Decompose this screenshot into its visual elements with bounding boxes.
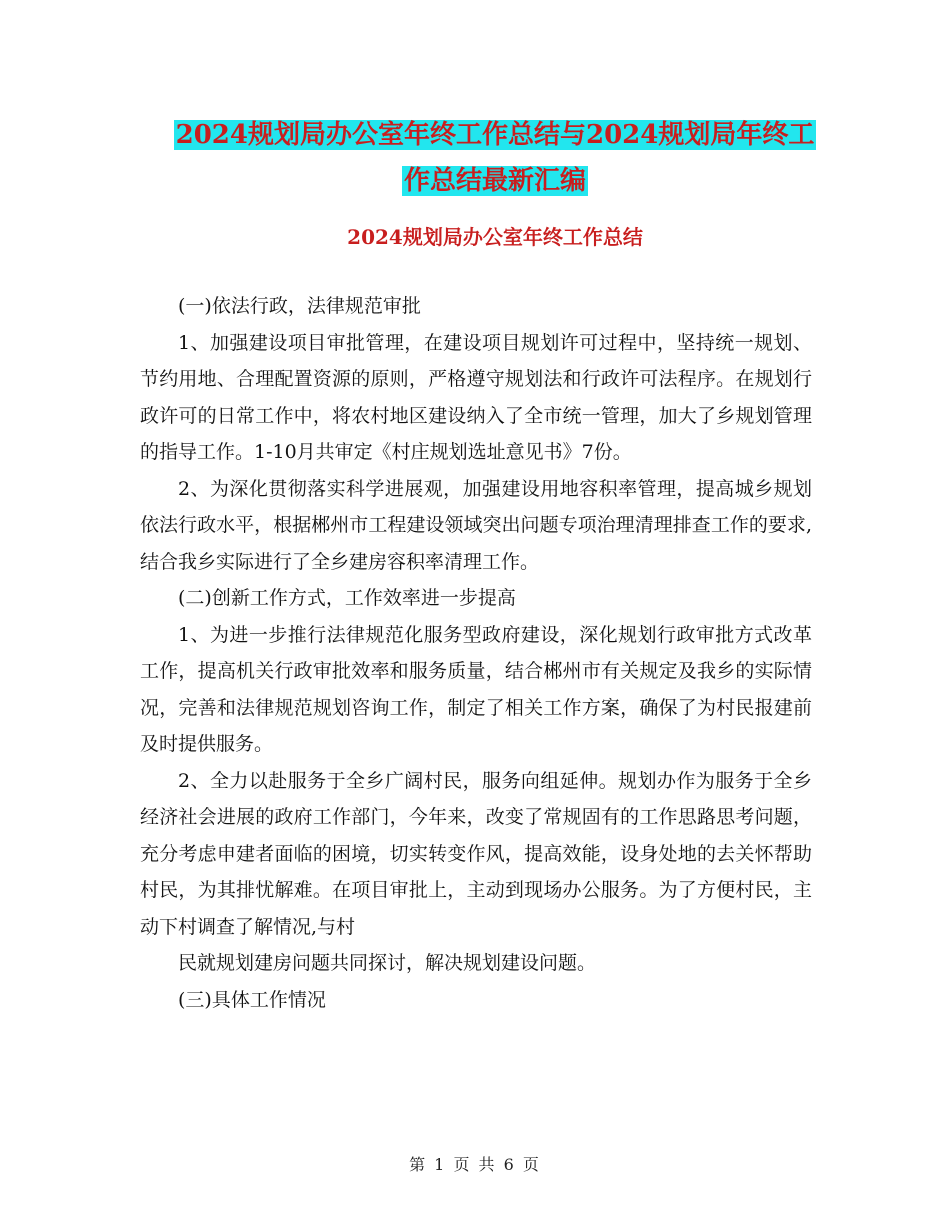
title-line-2: 作总结最新汇编 — [403, 166, 586, 196]
heading-2: (二)创新工作方式，工作效率进一步提高 — [178, 587, 516, 609]
page-footer: 第 1 页 共 6 页 — [409, 1155, 541, 1174]
document-title — [140, 112, 850, 204]
paragraph: 1、为进一步推行法律规范化服务型政府建设，深化规划行政审批方式改革工作，提高机关行政审批效率和服务质量，结合郴州市有关规定及我乡的实际情况，完善和法律规范规划咨询工作，制定了相关工作方案，确保了为村民报建前及时提供服务。 — [140, 623, 812, 755]
document-body — [140, 288, 812, 1018]
title-line-1: 2024规划局办公室年终工作总结与2024规划局年终工 — [175, 120, 815, 150]
paragraph: 民就规划建房问题共同探讨，解决规划建设问题。 — [178, 952, 597, 974]
paragraph: 2、全力以赴服务于全乡广阔村民，服务向组延伸。规划办作为服务于全乡经济社会进展的政府工作部门，今年来，改变了常规固有的工作思路思考问题，充分考虑申建者面临的困境，切实转变作风，提高效能，设身处地的去关怀帮助村民，为其排忧解难。在项目审批上，主动到现场办公服务。为了方便村民，主动下村调查了解情况,与村 — [140, 769, 812, 938]
paragraph: 1、加强建设项目审批管理，在建设项目规划许可过程中，坚持统一规划、节约用地、合理配置资源的原则，严格遵守规划法和行政许可法程序。在规划行政许可的日常工作中，将农村地区建设纳入了全市统一管理，加大了乡规划管理的指导工作。1-10月共审定《村庄规划选址意见书》7份。 — [140, 331, 812, 463]
section-title: 2024规划局办公室年终工作总结 — [347, 225, 643, 249]
heading-1: (一)依法行政，法律规范审批 — [178, 295, 421, 317]
heading-3: (三)具体工作情况 — [178, 988, 326, 1011]
paragraph: 2、为深化贯彻落实科学进展观，加强建设用地容积率管理，提高城乡规划依法行政水平，根据郴州市工程建设领域突出问题专项治理清理排查工作的要求,结合我乡实际进行了全乡建房容积率清理工作。 — [140, 477, 812, 573]
